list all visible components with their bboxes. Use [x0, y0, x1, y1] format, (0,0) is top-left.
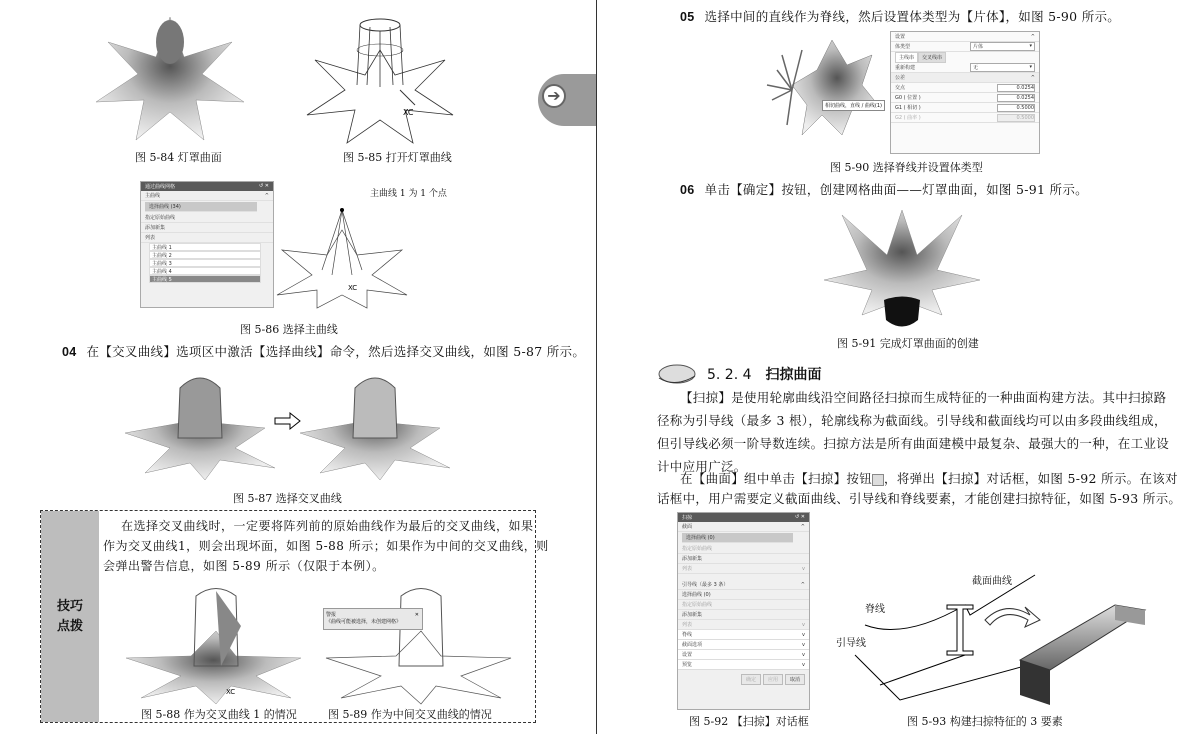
fig91-caption: 图 5-91 完成灯罩曲面的创建	[837, 337, 979, 350]
list-item[interactable]: 主曲线 2	[149, 251, 261, 259]
collapse-icon[interactable]: ^	[1030, 33, 1035, 40]
tol-label: 交点	[895, 85, 906, 91]
section-primary-label: 主曲线	[145, 193, 161, 199]
specify-origin-button[interactable]: 指定原始曲线	[682, 546, 713, 552]
arrow-right-icon: ➔	[542, 84, 566, 108]
settings-panel	[890, 31, 1040, 154]
collapse-icon[interactable]: ^	[800, 523, 805, 530]
body-type-label: 体类型	[895, 44, 911, 50]
step-number: 05	[680, 10, 695, 24]
fig85-wireframe-image	[305, 15, 455, 145]
fig89-caption: 图 5-89 作为中间交叉曲线的情况	[328, 708, 492, 721]
paragraph-line: 话框中，用户需要定义截面曲线、引导线和脊线要素，才能创建扫掠特征，如图 5-93 所示。	[657, 491, 1182, 506]
paragraph-line	[680, 469, 1178, 487]
close-icon[interactable]: ↺ ✕	[795, 514, 805, 520]
fig84-caption: 图 5-84 灯罩曲面	[135, 151, 222, 164]
fig86-axis-label: XC	[348, 284, 358, 292]
step-05	[680, 7, 1120, 25]
tip-line: 在选择交叉曲线时，一定要将阵列前的原始曲线作为最后的交叉曲线，如果	[121, 519, 534, 533]
cancel-button[interactable]: 取消	[785, 674, 805, 685]
tip-box	[40, 510, 549, 723]
section-options[interactable]: 截面选项	[682, 642, 703, 648]
section-number: 5. 2. 4	[707, 367, 752, 383]
curve-mesh-dialog	[140, 181, 274, 308]
fig90-model-image	[762, 30, 890, 140]
list-item[interactable]: 主曲线 4	[149, 267, 261, 275]
tol-input[interactable]: 0.0254	[997, 94, 1035, 102]
tip-label-1: 技巧	[56, 598, 83, 614]
dialog-title: 通过曲线网格	[145, 184, 176, 190]
fig86-annotation: 主曲线 1 为 1 个点	[370, 189, 447, 199]
tip-line: 作为交叉曲线1，则会出现坏面，如图 5-88 所示；如果作为中间的交叉曲线，则	[103, 539, 549, 553]
tol-label: G1 ( 相切 )	[895, 105, 921, 111]
rebuild-select[interactable]: 无 ▾	[970, 63, 1035, 72]
label-guide: 引导线	[836, 638, 866, 649]
fig86-caption: 图 5-86 选择主曲线	[240, 323, 338, 336]
select-curve-button[interactable]	[145, 202, 257, 212]
fig91-lampshade-image	[822, 205, 982, 335]
label-section-curve: 截面曲线	[972, 576, 1012, 587]
specify-origin-button[interactable]: 指定原始曲线	[145, 215, 176, 221]
list-label[interactable]: 列表	[682, 622, 693, 628]
select-curve-button[interactable]	[682, 533, 793, 543]
step-number: 06	[680, 183, 695, 197]
rebuild-value: 无	[973, 65, 979, 71]
paragraph-part: ，将弹出【扫掠】对话框，如图 5-92 所示。在该对	[884, 471, 1178, 486]
section-spine[interactable]: 脊线	[682, 632, 693, 638]
specify-origin-button[interactable]: 指定原始曲线	[682, 602, 713, 608]
section-preview[interactable]: 预览	[682, 662, 693, 668]
fig86-model-image	[272, 200, 412, 310]
step-04	[62, 342, 585, 360]
tol-label: G0 ( 位置 )	[895, 95, 921, 101]
warning-title: 警报	[326, 612, 337, 618]
fig88-caption: 图 5-88 作为交叉曲线 1 的情况	[141, 708, 297, 721]
fig87-image	[125, 368, 545, 483]
list-label[interactable]: 列表	[682, 566, 693, 572]
close-icon[interactable]: ↺ ✕	[259, 183, 269, 189]
apply-button[interactable]: 应用	[763, 674, 783, 685]
step-text: 选择中间的直线作为脊线，然后设置体类型为【片体】，如图 5-90 所示。	[704, 9, 1121, 24]
guide-label: 引导线（最多 3 条）	[682, 582, 729, 588]
warning-popup	[323, 608, 423, 630]
dialog-title: 扫掠	[682, 515, 693, 521]
fig88-image	[126, 586, 306, 706]
list-label: 列表	[145, 235, 156, 241]
fig89-image	[321, 586, 521, 706]
tip-line: 会弹出警告信息，如图 5-89 所示（仅限于本例）。	[103, 559, 385, 573]
page-divider	[596, 0, 597, 734]
list-item[interactable]: 主曲线 3	[149, 259, 261, 267]
fig85-axis-label: XC	[403, 108, 414, 117]
fig90-caption: 图 5-90 选择脊线并设置体类型	[830, 161, 983, 174]
fig88-axis-label: XC	[226, 688, 236, 696]
list-item[interactable]: 主曲线 5	[149, 275, 261, 283]
paragraph-line: 径称为引导线（最多 3 根），轮廓线称为截面线。引导线和截面线均可以由多段曲线组成，	[657, 413, 1167, 428]
body-type-value: 片体	[973, 44, 984, 50]
fig92-caption: 图 5-92 【扫掠】对话框	[689, 715, 809, 728]
guide-select-button[interactable]: 选择曲线 (0)	[682, 592, 711, 598]
body-type-select[interactable]: 片体 ▾	[970, 42, 1035, 51]
step-text: 在【交叉曲线】选项区中激活【选择曲线】命令，然后选择交叉曲线，如图 5-87 所示。	[86, 344, 586, 359]
section-mouse-icon	[655, 358, 700, 386]
fig85-caption: 图 5-85 打开灯罩曲线	[343, 151, 452, 164]
collapse-icon[interactable]: ^	[264, 192, 269, 199]
fig84-lampshade-image	[92, 12, 248, 147]
rebuild-label: 重新构建	[895, 65, 916, 71]
close-icon[interactable]: ✕	[414, 612, 419, 618]
select-curve-label: 选择曲线 (34)	[149, 204, 181, 210]
tip-label	[41, 511, 99, 722]
settings-title: 设置	[895, 34, 906, 40]
section-title: 扫掠曲面	[765, 367, 822, 383]
label-spine: 脊线	[865, 604, 885, 615]
paragraph-line: 但引导线必须一阶导数连续。扫掠方法是所有曲面建模中最复杂、最强大的一种，在工业设	[657, 436, 1170, 451]
add-new-set-button[interactable]: 添加新集	[682, 556, 703, 562]
collapse-icon[interactable]: ^	[800, 581, 805, 588]
add-new-set-button[interactable]: 添加新集	[145, 225, 166, 231]
page-tab[interactable]	[538, 74, 596, 126]
add-new-set-button[interactable]: 添加新集	[682, 612, 703, 618]
section-settings[interactable]: 设置	[682, 652, 693, 658]
tol-input[interactable]: 0.5000	[997, 104, 1035, 112]
step-06	[680, 180, 1088, 198]
tip-label-2: 点拨	[56, 618, 83, 634]
select-curve-label: 选择曲线 (0)	[686, 535, 715, 541]
paragraph-part: 在【曲面】组中单击【扫掠】按钮	[680, 471, 873, 486]
fig87-caption: 图 5-87 选择交叉曲线	[233, 492, 342, 505]
collapse-icon[interactable]: ^	[1030, 74, 1035, 81]
tol-input[interactable]: 0.0254	[997, 84, 1035, 92]
tol-label: G2 ( 曲率 )	[895, 115, 921, 121]
tolerance-title: 公差	[895, 75, 906, 81]
sweep-dialog: 扫掠 ↺ ✕ 截面 ^ 选择曲线 (0) 指定原始曲线 添加新集 列表 v 引导线（最多 3 条） ^ 选择曲线 (0) 指定原始曲线 添加新集 列表 v 脊线 v 截面选项 v 设置 v 预览 v 确定 应用 取消	[677, 512, 810, 710]
tol-input: 0.5000	[997, 114, 1035, 122]
step-text: 单击【确定】按钮，创建网格曲面——灯罩曲面，如图 5-91 所示。	[704, 182, 1088, 197]
list-item[interactable]: 主曲线 1	[149, 243, 261, 251]
paragraph-line: 计中应用广泛。	[657, 459, 747, 474]
step-number: 04	[62, 345, 77, 359]
fig93-caption: 图 5-93 构建扫掠特征的 3 要素	[907, 715, 1063, 728]
section-heading	[707, 364, 822, 384]
tooltip: 相切曲线，直线 / 曲线(1)	[822, 100, 885, 111]
paragraph-line: 【扫掠】是使用轮廓曲线沿空间路径扫掠而生成特征的一种曲面构建方法。其中扫掠路	[680, 390, 1167, 405]
tab-primary[interactable]: 主线串	[895, 52, 918, 63]
ok-button[interactable]: 确定	[741, 674, 761, 685]
section-label: 截面	[682, 524, 693, 530]
sweep-button-icon	[872, 474, 884, 486]
warning-text: 《曲线可能被选择，未创建网格》	[326, 619, 402, 625]
tab-cross[interactable]: 交叉线串	[918, 52, 946, 63]
